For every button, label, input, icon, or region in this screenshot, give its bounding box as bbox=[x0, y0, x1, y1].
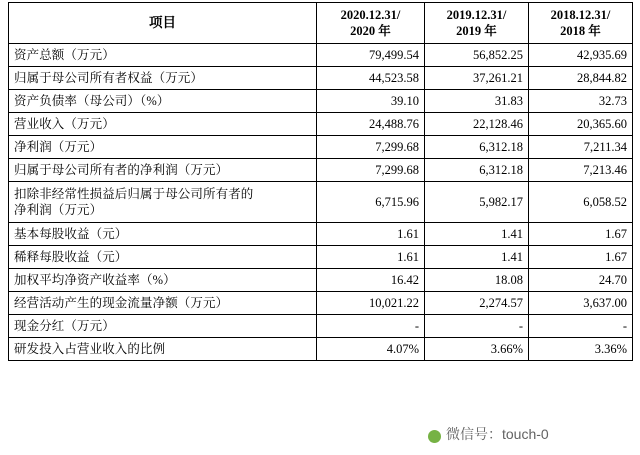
cell-2019: 1.41 bbox=[425, 246, 529, 269]
cell-2019: 56,852.25 bbox=[425, 44, 529, 67]
cell-2018: 3.36% bbox=[529, 338, 633, 361]
cell-2019: 6,312.18 bbox=[425, 159, 529, 182]
cell-2018: - bbox=[529, 315, 633, 338]
cell-2019: 37,261.21 bbox=[425, 67, 529, 90]
row-label: 净利润（万元） bbox=[9, 136, 317, 159]
column-header-2018-line1: 2018.12.31/ bbox=[550, 8, 611, 22]
cell-2018: 24.70 bbox=[529, 269, 633, 292]
cell-2020: 79,499.54 bbox=[317, 44, 425, 67]
column-header-2020 bbox=[317, 3, 425, 44]
watermark-text: 微信号：touch-0 bbox=[446, 426, 549, 442]
cell-2020: 39.10 bbox=[317, 90, 425, 113]
cell-2018: 1.67 bbox=[529, 246, 633, 269]
row-label: 基本每股收益（元） bbox=[9, 223, 317, 246]
row-label-line1: 扣除非经常性损益后归属于母公司所有者的 bbox=[14, 187, 254, 201]
cell-2019: 31.83 bbox=[425, 90, 529, 113]
table-row bbox=[9, 113, 633, 136]
column-header-2019-line2: 2019 年 bbox=[456, 24, 497, 38]
cell-2020: 7,299.68 bbox=[317, 159, 425, 182]
table-header-row bbox=[9, 3, 633, 44]
row-label: 现金分红（万元） bbox=[9, 315, 317, 338]
column-header-2019 bbox=[425, 3, 529, 44]
table-header bbox=[9, 3, 633, 44]
cell-2020: 7,299.68 bbox=[317, 136, 425, 159]
cell-2018: 7,211.34 bbox=[529, 136, 633, 159]
row-label: 资产负债率（母公司）（%） bbox=[9, 90, 317, 113]
cell-2020: 24,488.76 bbox=[317, 113, 425, 136]
cell-2020: 1.61 bbox=[317, 223, 425, 246]
financial-summary-table-container bbox=[8, 2, 632, 361]
table-row bbox=[9, 182, 633, 223]
column-header-2020-line2: 2020 年 bbox=[350, 24, 391, 38]
column-header-2019-line1: 2019.12.31/ bbox=[446, 8, 507, 22]
table-row bbox=[9, 315, 633, 338]
table-row bbox=[9, 44, 633, 67]
cell-2020: 10,021.22 bbox=[317, 292, 425, 315]
cell-2019: 6,312.18 bbox=[425, 136, 529, 159]
row-label: 营业收入（万元） bbox=[9, 113, 317, 136]
row-label: 经营活动产生的现金流量净额（万元） bbox=[9, 292, 317, 315]
table-row bbox=[9, 292, 633, 315]
table-body bbox=[9, 44, 633, 361]
cell-2020: - bbox=[317, 315, 425, 338]
row-label-line2: 净利润（万元） bbox=[14, 203, 103, 217]
cell-2020: 4.07% bbox=[317, 338, 425, 361]
column-header-2020-line1: 2020.12.31/ bbox=[340, 8, 401, 22]
cell-2020: 16.42 bbox=[317, 269, 425, 292]
cell-2018: 42,935.69 bbox=[529, 44, 633, 67]
cell-2020: 1.61 bbox=[317, 246, 425, 269]
cell-2018: 6,058.52 bbox=[529, 182, 633, 223]
table-row bbox=[9, 246, 633, 269]
row-label: 研发投入占营业收入的比例 bbox=[9, 338, 317, 361]
table-row bbox=[9, 269, 633, 292]
cell-2019: 22,128.46 bbox=[425, 113, 529, 136]
cell-2018: 1.67 bbox=[529, 223, 633, 246]
column-header-2018-line2: 2018 年 bbox=[560, 24, 601, 38]
watermark bbox=[420, 413, 640, 455]
cell-2018: 7,213.46 bbox=[529, 159, 633, 182]
cell-2018: 3,637.00 bbox=[529, 292, 633, 315]
cell-2019: 18.08 bbox=[425, 269, 529, 292]
column-header-item: 项目 bbox=[9, 3, 317, 44]
table-row bbox=[9, 67, 633, 90]
wechat-icon bbox=[428, 430, 441, 443]
financial-summary-table bbox=[8, 2, 633, 361]
row-label: 加权平均净资产收益率（%） bbox=[9, 269, 317, 292]
table-row bbox=[9, 159, 633, 182]
table-row bbox=[9, 223, 633, 246]
row-label: 资产总额（万元） bbox=[9, 44, 317, 67]
table-row bbox=[9, 90, 633, 113]
cell-2019: 5,982.17 bbox=[425, 182, 529, 223]
cell-2019: 3.66% bbox=[425, 338, 529, 361]
cell-2020: 6,715.96 bbox=[317, 182, 425, 223]
column-header-2018 bbox=[529, 3, 633, 44]
cell-2019: - bbox=[425, 315, 529, 338]
row-label: 归属于母公司所有者的净利润（万元） bbox=[9, 159, 317, 182]
cell-2018: 28,844.82 bbox=[529, 67, 633, 90]
cell-2018: 20,365.60 bbox=[529, 113, 633, 136]
row-label: 归属于母公司所有者权益（万元） bbox=[9, 67, 317, 90]
row-label: 稀释每股收益（元） bbox=[9, 246, 317, 269]
cell-2018: 32.73 bbox=[529, 90, 633, 113]
cell-2020: 44,523.58 bbox=[317, 67, 425, 90]
table-row bbox=[9, 338, 633, 361]
row-label bbox=[9, 182, 317, 223]
cell-2019: 1.41 bbox=[425, 223, 529, 246]
table-row bbox=[9, 136, 633, 159]
cell-2019: 2,274.57 bbox=[425, 292, 529, 315]
